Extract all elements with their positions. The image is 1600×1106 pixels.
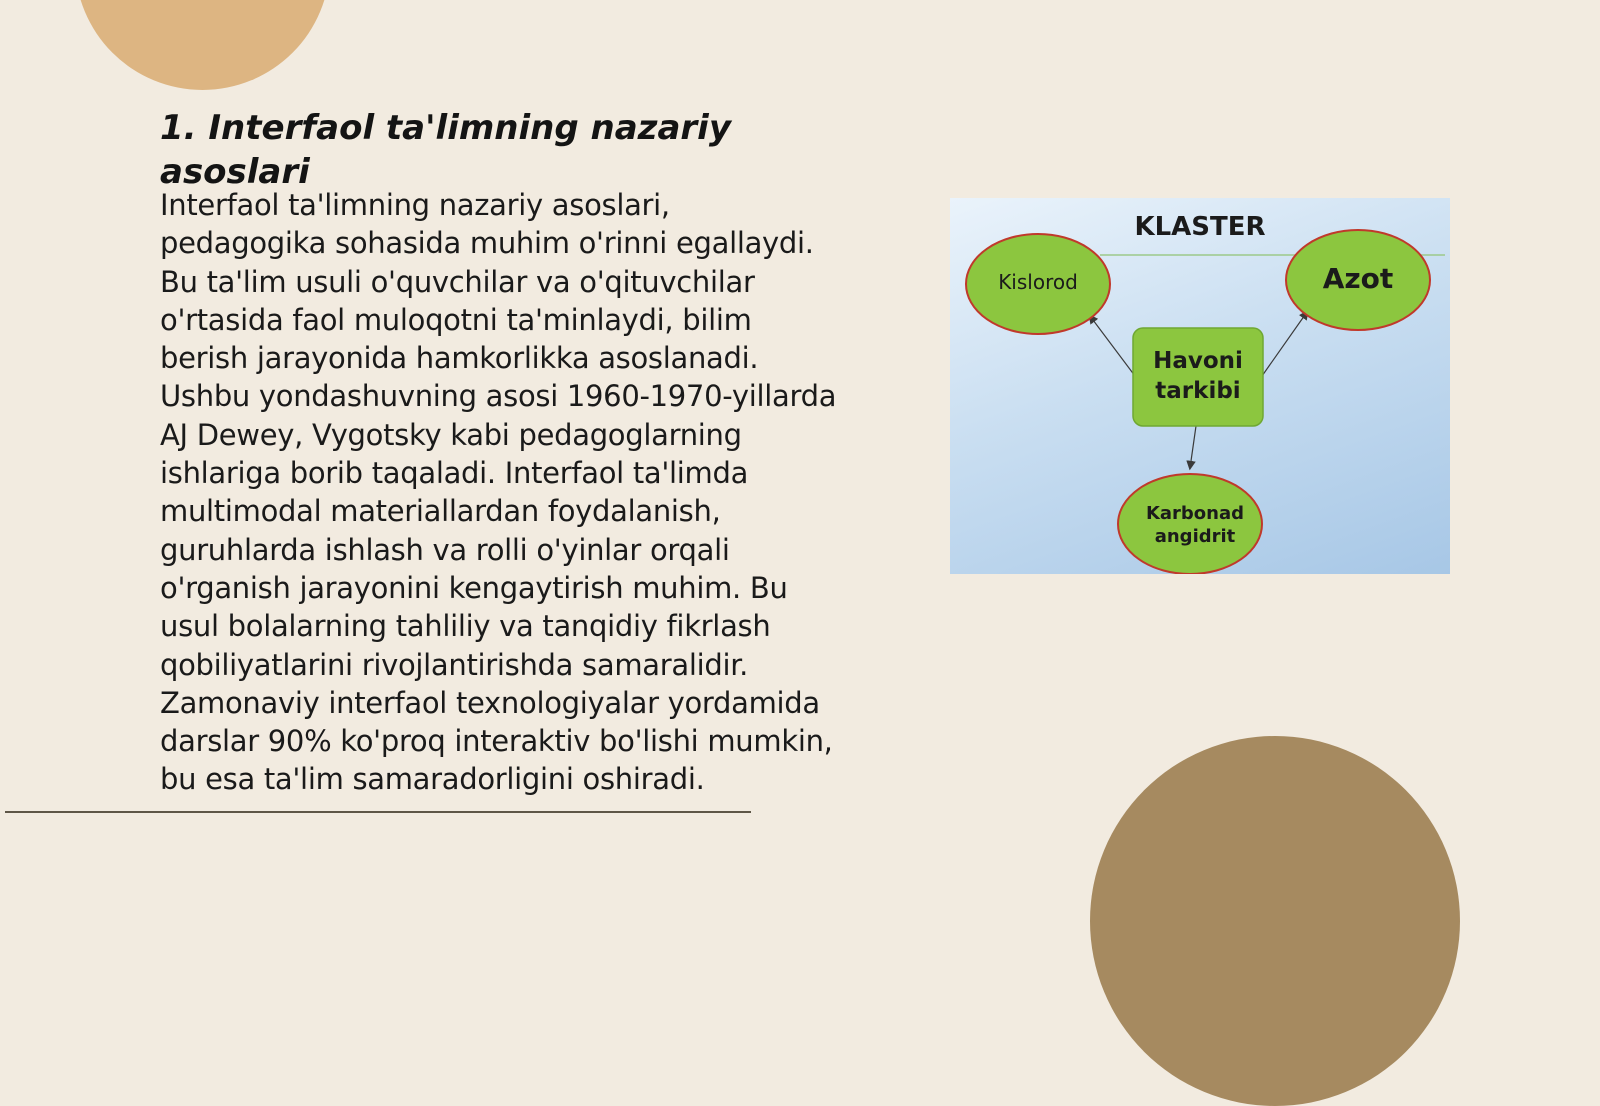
arrow-to-azot	[1262, 312, 1307, 376]
arrow-to-karbonad	[1190, 426, 1196, 468]
node-karbonad-label: Karbonad angidrit	[1145, 503, 1245, 547]
arrow-to-kislorod	[1090, 316, 1135, 376]
decorative-circle-bottom	[1090, 736, 1460, 1106]
node-kislorod-label: Kislorod	[998, 270, 1078, 294]
center-node-label: Havoni tarkibi	[1153, 348, 1243, 404]
slide-body-text: Interfaol ta'limning nazariy asoslari, pedagogika sohasida muhim o'rinni egallaydi. Bu ta'lim usuli o'quvchilar va o'qituvchilar o'rtasida faol muloqotni ta'minlaydi, bilim berish jarayonida hamkorlikka asoslanadi. Ushbu yondashuvning asosi 1960-1970-yillarda AJ Dewey, Vygotsky kabi pedagoglarning ishlariga borib taqaladi. Interfaol ta'limda multimodal materiallardan foydalanish, guruhlarda ishlash va rolli o'yinlar orqali o'rganish jarayonini kengaytirish muhim. Bu usul bolalarning tahliliy va tanqidiy fikrlash qobiliyatlarini rivojlantirishda samaralidir. Zamonaviy interfaol texnologiyalar yordamida darslar 90% ko'proq interaktiv bo'lishi mumkin, bu esa ta'lim samaradorligini oshiradi.	[160, 188, 837, 797]
decorative-circle-top	[75, 0, 330, 90]
slide-title: 1. Interfaol ta'limning nazariy asoslari	[160, 108, 731, 192]
divider-line	[5, 811, 751, 813]
node-azot-label: Azot	[1322, 262, 1394, 295]
cluster-diagram	[950, 198, 1450, 574]
diagram-heading: KLASTER	[1134, 212, 1266, 242]
